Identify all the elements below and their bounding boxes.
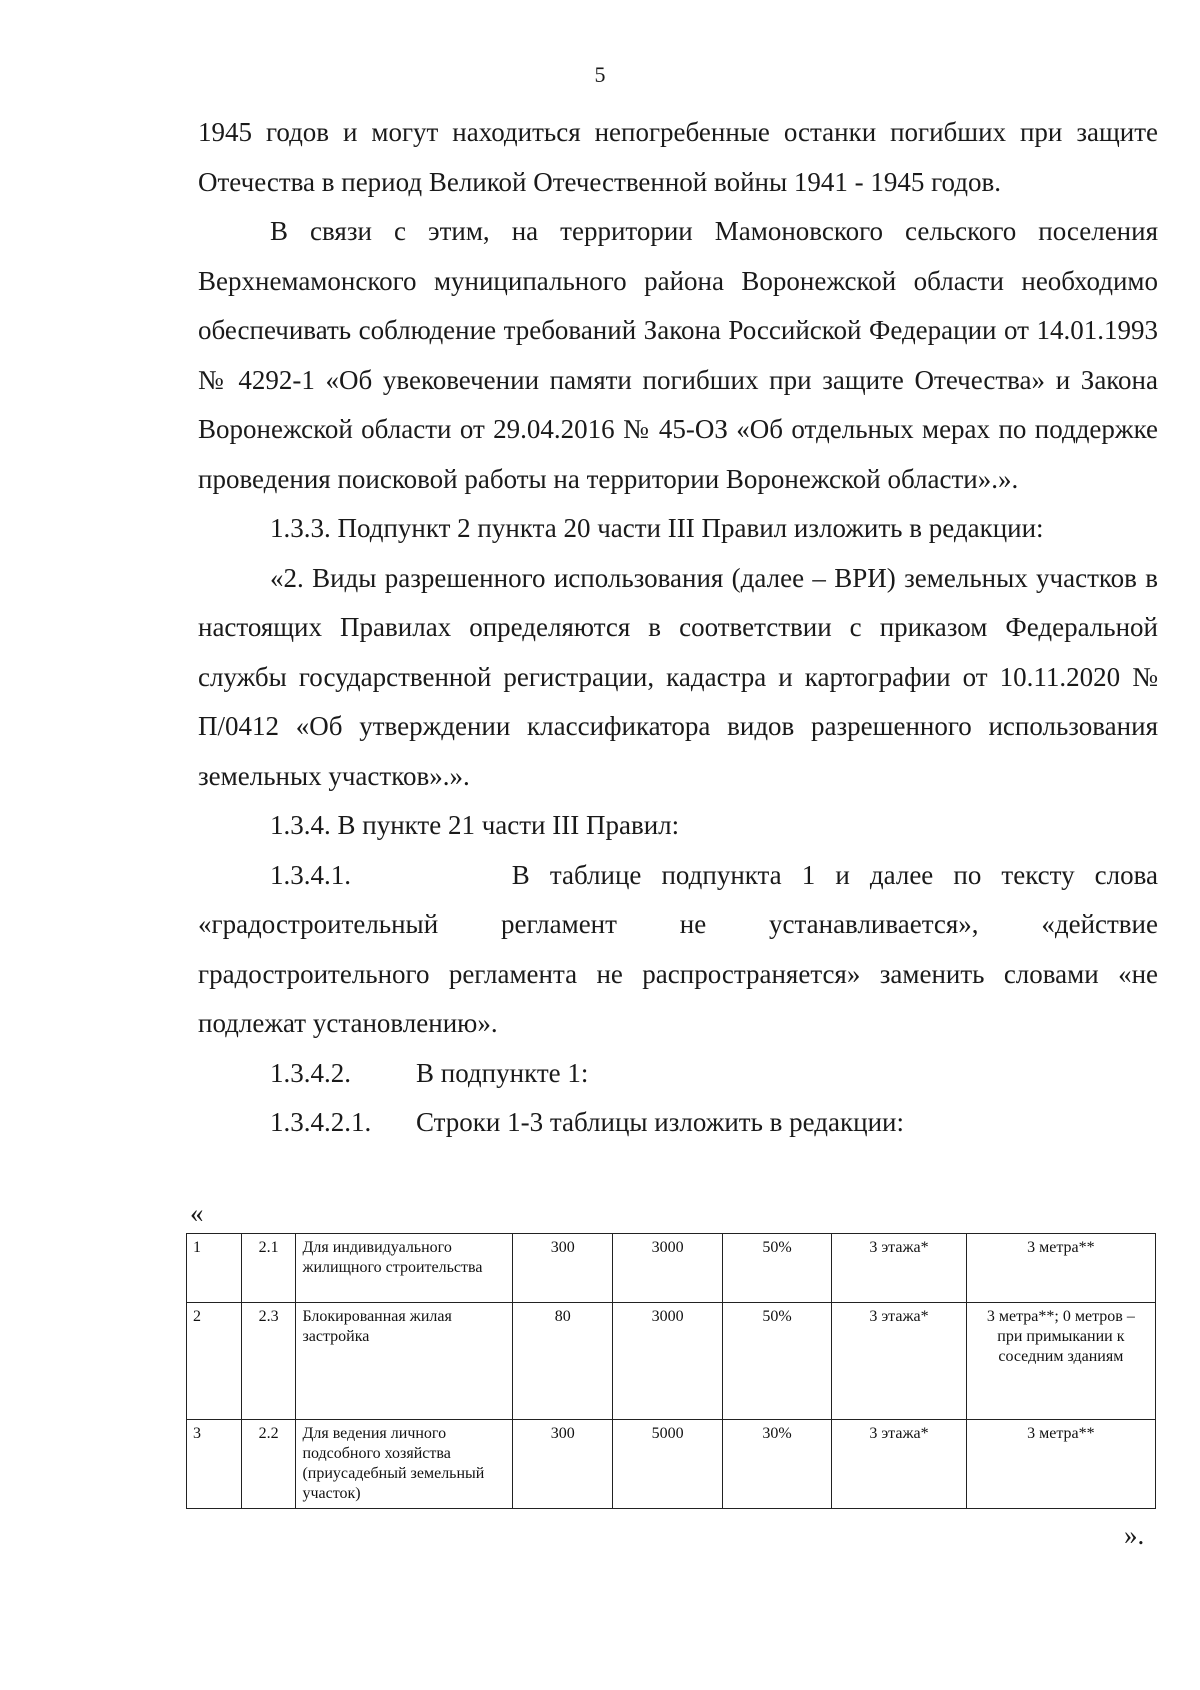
- max-area-cell: 3000: [613, 1303, 722, 1420]
- table-row: [187, 1420, 1156, 1509]
- coverage-cell: 50%: [722, 1303, 831, 1420]
- paragraph-1-3-3: 1.3.3. Подпункт 2 пункта 20 части III Правил изложить в редакции:: [270, 513, 1044, 543]
- floors-cell: 3 этажа*: [832, 1420, 967, 1509]
- floors-cell: 3 этажа*: [832, 1303, 967, 1420]
- row-number-cell: 2: [187, 1303, 242, 1420]
- table-row: [187, 1303, 1156, 1420]
- setback-cell: 3 метра**: [966, 1234, 1155, 1303]
- item-text-1-3-4-2: В подпункте 1:: [416, 1057, 589, 1088]
- min-area-cell: 80: [513, 1303, 613, 1420]
- closing-quote-mark: ».: [1124, 1520, 1145, 1550]
- paragraph-1-3-4-2-1: [198, 1098, 1158, 1148]
- vri-name-cell: Для индивидуального жилищного строительства: [296, 1234, 513, 1303]
- coverage-cell: 50%: [722, 1234, 831, 1303]
- opening-quote-mark: «: [190, 1198, 204, 1228]
- paragraph-1-3-4-2: [198, 1049, 1158, 1099]
- row-number-cell: 3: [187, 1420, 242, 1509]
- setback-cell: 3 метра**: [966, 1420, 1155, 1509]
- table-row: [187, 1234, 1156, 1303]
- coverage-cell: 30%: [722, 1420, 831, 1509]
- paragraph-continuation-line: 1945 годов и могут находиться непогребенные останки погибших при защите: [198, 117, 1158, 147]
- vri-code-cell: 2.3: [241, 1303, 296, 1420]
- paragraph-1-3-4-1: [198, 851, 1158, 1049]
- min-area-cell: 300: [513, 1234, 613, 1303]
- item-number-1-3-4-2-1: 1.3.4.2.1.: [270, 1107, 372, 1137]
- vri-code-cell: 2.2: [241, 1420, 296, 1509]
- paragraph-memorial-requirements: В связи с этим, на территории Мамоновского сельского поселения Верхнемамонского муниципального района Воронежской области необходимо обеспечивать соблюдение требований Закона Российской Федерации от 14.01.1993 № 4292-1 «Об увековечении памяти погибших при защите Отечества» и Закона Воронежской области от 29.04.2016 № 45-ОЗ «Об отдельных мерах по поддержке проведения поисковой работы на территории Воронежской области».».: [198, 216, 1158, 494]
- document-body: [198, 108, 1158, 1148]
- paragraph-vri-definition: «2. Виды разрешенного использования (далее – ВРИ) земельных участков в настоящих Правилах определяются в соответствии с приказом Федеральной службы государственной регистрации, кадастра и картографии от 10.11.2020 № П/0412 «Об утверждении классификатора видов разрешенного использования земельных участков».».: [198, 562, 1158, 791]
- vri-name-cell: Для ведения личного подсобного хозяйства (приусадебный земельный участок): [296, 1420, 513, 1509]
- max-area-cell: 3000: [613, 1234, 722, 1303]
- item-number-1-3-4-1: 1.3.4.1.: [270, 859, 351, 890]
- paragraph-1-3-4: 1.3.4. В пункте 21 части III Правил:: [270, 810, 680, 840]
- page-number: 5: [594, 62, 606, 87]
- max-area-cell: 5000: [613, 1420, 722, 1509]
- paragraph-continuation-end: Отечества в период Великой Отечественной войны 1941 - 1945 годов.: [198, 166, 1001, 197]
- floors-cell: 3 этажа*: [832, 1234, 967, 1303]
- min-area-cell: 300: [513, 1420, 613, 1509]
- vri-name-cell: Блокированная жилая застройка: [296, 1303, 513, 1420]
- setback-cell: 3 метра**; 0 метров – при примыкании к соседним зданиям: [966, 1303, 1155, 1420]
- row-number-cell: 1: [187, 1234, 242, 1303]
- vri-code-cell: 2.1: [241, 1234, 296, 1303]
- item-text-1-3-4-2-1: Строки 1-3 таблицы изложить в редакции:: [416, 1107, 904, 1137]
- item-text-1-3-4-1: В таблице подпункта 1 и далее по тексту слова «градостроительный регламент не устанавливается», «действие градостроительного регламента не распространяется» заменить словами «не подлежат установлению».: [198, 859, 1159, 1038]
- land-use-regulations-table: [186, 1233, 1156, 1509]
- item-number-1-3-4-2: 1.3.4.2.: [270, 1057, 351, 1088]
